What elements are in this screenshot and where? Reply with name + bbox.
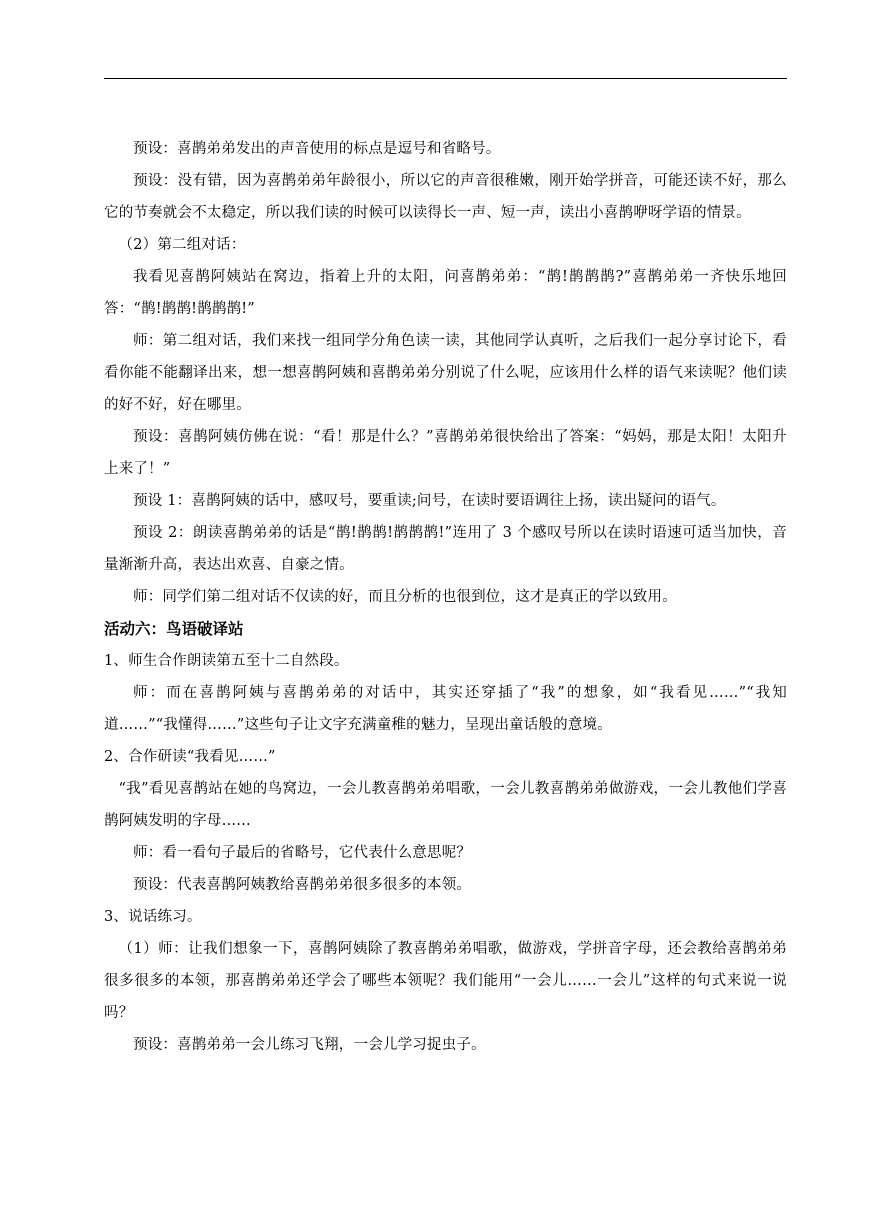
list-item-3: 3、说话练习。 — [104, 909, 202, 925]
header-rule — [104, 78, 787, 79]
document-body — [104, 133, 787, 1061]
section-heading-activity-six: 活动六：鸟语破译站 — [104, 620, 244, 638]
paragraph-teacher-imagination: 师：而在喜鹊阿姨与喜鹊弟弟的对话中，其实还穿插了“我”的想象，如“我看见……”“我知道……”“我懂得……”这些句子让文字充满童稚的魅力，呈现出童话般的意境。 — [104, 685, 787, 733]
paragraph-preset-1: 预设 1：喜鹊阿姨的话中，感叹号，要重读;问号，在读时要语调往上扬，读出疑问的语气。 — [133, 493, 726, 509]
paragraph-preset-skills: 预设：代表喜鹊阿姨教给喜鹊弟弟很多很多的本领。 — [133, 877, 472, 893]
paragraph-preset-example: 预设：喜鹊弟弟一会儿练习飞翔，一会儿学习捉虫子。 — [133, 1037, 486, 1053]
paragraph-preset-rhythm: 预设：没有错，因为喜鹊弟弟年龄很小，所以它的声音很稚嫩，刚开始学拼音，可能还读不好，那么它的节奏就会不太稳定，所以我们读的时候可以读得长一声、短一声，读出小喜鹊咿呀学语的情景。 — [104, 173, 787, 221]
paragraph-speaking-practice: （1）师：让我们想象一下，喜鹊阿姨除了教喜鹊弟弟唱歌，做游戏，学拼音字母，还会教给喜鹊弟弟很多很多的本领，那喜鹊弟弟还学会了哪些本领呢？我们能用“一会儿……一会儿”这样的句式来说一说吗？ — [104, 941, 787, 1021]
list-item-1: 1、师生合作朗读第五至十二自然段。 — [104, 653, 349, 669]
list-item-2: 2、合作研读“我看见……” — [104, 749, 276, 765]
paragraph-teacher-role-reading: 师：第二组对话，我们来找一组同学分角色读一读，其他同学认真听，之后我们一起分享讨论下，看看你能不能翻译出来，想一想喜鹊阿姨和喜鹊弟弟分别说了什么呢，应该用什么样的语气来读呢？他们读的好不好，好在哪里。 — [104, 333, 787, 413]
paragraph-preset-2: 预设 2：朗读喜鹊弟弟的话是“鹊!鹊鹊!鹊鹊鹊!”连用了 3 个感叹号所以在读时语速可适当加快，音量渐渐升高，表达出欢喜、自豪之情。 — [104, 525, 787, 573]
paragraph-teacher-ellipsis: 师：看一看句子最后的省略号，它代表什么意思呢？ — [133, 845, 472, 861]
paragraph-dialogue-text: 我看见喜鹊阿姨站在窝边，指着上升的太阳，问喜鹊弟弟：“鹊!鹊鹊鹊?”喜鹊弟弟一齐快乐地回答：“鹊!鹊鹊!鹊鹊鹊!” — [104, 269, 787, 317]
paragraph-second-dialogue-label: （2）第二组对话： — [118, 237, 246, 253]
paragraph-teacher-summary: 师：同学们第二组对话不仅读的好，而且分析的也很到位，这才是真正的学以致用。 — [133, 589, 677, 605]
paragraph-preset-translation: 预设：喜鹊阿姨仿佛在说：“看！那是什么？”喜鹊弟弟很快给出了答案：“妈妈，那是太阳！太阳升上来了！” — [104, 429, 787, 477]
paragraph-preset-punctuation: 预设：喜鹊弟弟发出的声音使用的标点是逗号和省略号。 — [133, 141, 501, 157]
paragraph-i-see: “我”看见喜鹊站在她的鸟窝边，一会儿教喜鹊弟弟唱歌，一会儿教喜鹊弟弟做游戏，一会儿教他们学喜鹊阿姨发明的字母…… — [104, 781, 787, 829]
